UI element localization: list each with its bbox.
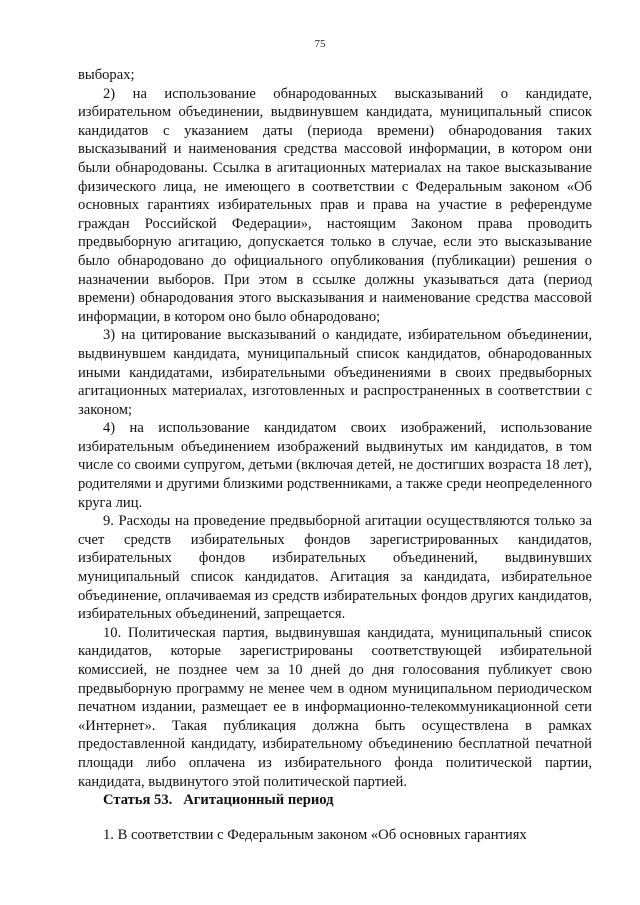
- body-text: [78, 66, 592, 791]
- paragraph-clause-9: 9. Расходы на проведение предвыборной агитации осуществляются только за счет средств избирательных фондов зарегистрированных кандидатов, избирательных фондов избирательных объединений, выдвинувших муниципальный список кандидатов. Агитация за кандидата, избирательное объединение, оплачиваемая из средств избирательных фондов других кандидатов, избирательных объединений, запрещается.: [78, 513, 592, 623]
- article-heading: [103, 792, 334, 809]
- paragraph-clause-10: 10. Политическая партия, выдвинувшая кандидата, муниципальный список кандидатов, которые зарегистрированы соответствующей избирательной комиссией, не позднее чем за 10 дней до дня голосования публикует свою предвыборную программу не менее чем в одном муниципальном периодическом печатном издании, размещает ее в информационно-телекоммуникационной сети «Интернет». Такая публикация должна быть осуществлена в рамках предоставленной кандидату, избирательному объединению бесплатной печатной площади либо оплачена из избирательного фонда политической партии, кандидата, выдвинутого этой политической партией.: [78, 624, 592, 790]
- article-title: Агитационный период: [183, 792, 334, 808]
- paragraph-item-4: 4) на использование кандидатом своих изображений, использование избирательным объединением изображений выдвинутых им кандидатов, в том числе со своими супругом, детьми (включая детей, не достигших возраста 18 лет), родителями и другими близкими родственниками, а также среди неопределенного круга лиц.: [78, 420, 592, 511]
- article-paragraph-1: 1. В соответствии с Федеральным законом «Об основных гарантиях: [103, 827, 527, 843]
- paragraph-item-3: 3) на цитирование высказываний о кандидате, избирательном объединении, выдвинувшем кандидата, муниципальный список кандидатов, обнародованных иными кандидатами, избирательными объединениями в своих предвыборных агитационных материалах, изготовленных и распространенных в соответствии с законом;: [78, 327, 592, 418]
- paragraph-continuation: выборах;: [78, 67, 135, 83]
- article-body: [78, 826, 592, 845]
- article-number: Статья 53.: [103, 792, 173, 808]
- paragraph-item-2: 2) на использование обнародованных высказываний о кандидате, избирательном объединении, выдвинувшем кандидата, муниципальный список кандидатов с указанием даты (периода времени) обнародования таких высказываний и наименования средства массовой информации, в котором они были обнародованы. Ссылка в агитационных материалах на такое высказывание физического лица, не имеющего в соответствии с Федеральным законом «Об основных гарантиях избирательных прав и права на участие в референдуме граждан Российской Федерации», настоящим Законом права проводить предвыборную агитацию, допускается только в случае, если это высказывание было обнародовано до официального опубликования (публикации) решения о назначении выборов. При этом в ссылке должны указываться дата (период времени) обнародования этого высказывания и наименование средства массовой информации, в котором оно было обнародовано;: [78, 85, 592, 325]
- page-number: 75: [314, 38, 326, 50]
